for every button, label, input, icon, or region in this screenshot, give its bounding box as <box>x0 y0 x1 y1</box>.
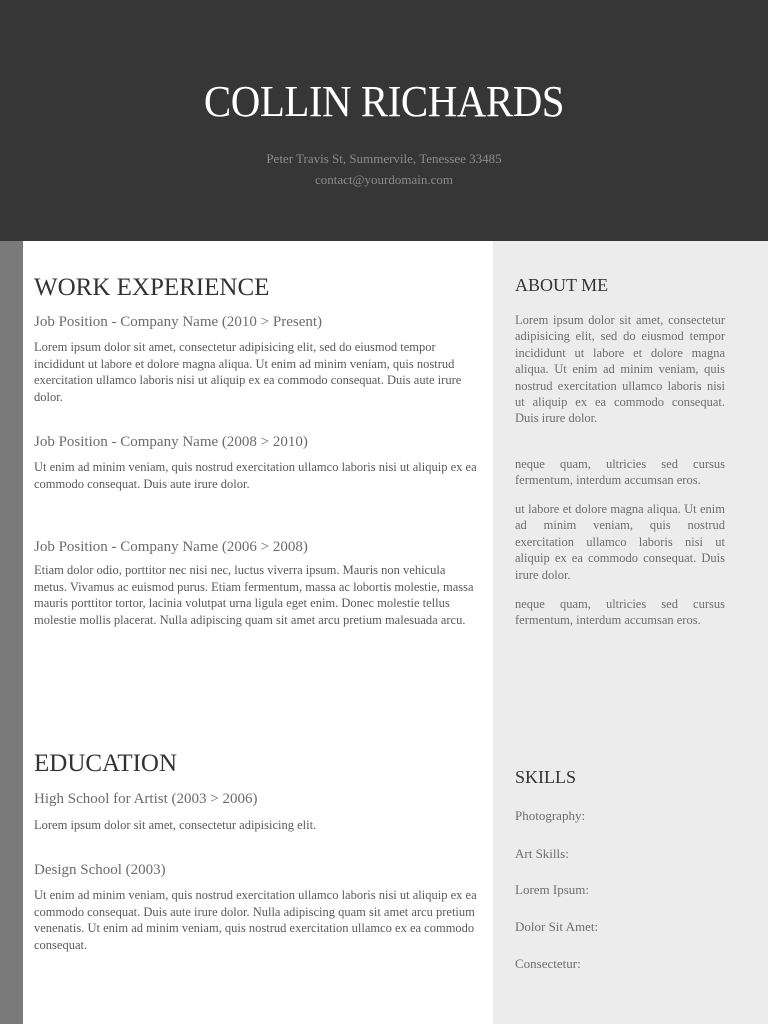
education-description: Ut enim ad minim veniam, quis nostrud exercitation ullamco laboris nisi ut aliquip ex ea commodo consequat. Duis aute irure dolor. Nulla adipiscing quam sit amet arcu pretium venenatis. Ut enim ad minim veniam, quis nostrud exercitation ullamco ex ea commodo consequat. <box>34 888 477 952</box>
job-title: Job Position - Company Name (2008 > 2010) <box>34 434 308 450</box>
skill-item: Photography: <box>515 808 586 823</box>
about-paragraph: ut labore et dolore magna aliqua. Ut enim ad minim veniam, quis nostrud exercitation ullamco laboris nisi ut aliquip ex ea commodo consequat. Duis irure dolor. <box>515 502 725 582</box>
education-description: Lorem ipsum dolor sit amet, consectetur adipisicing elit. <box>34 818 317 832</box>
resume-header <box>0 0 768 241</box>
skills-heading: SKILLS <box>515 767 577 787</box>
skill-item: Dolor Sit Amet: <box>515 919 599 934</box>
email-line: contact@yourdomain.com <box>315 172 453 187</box>
left-accent-bar <box>0 241 23 1024</box>
candidate-name: COLLIN RICHARDS <box>203 77 565 126</box>
address-line: Peter Travis St, Summervile, Tenessee 33485 <box>266 151 502 166</box>
education-heading: EDUCATION <box>34 750 178 777</box>
skill-item: Art Skills: <box>515 846 569 861</box>
education-title: Design School (2003) <box>34 862 166 878</box>
about-me-heading: ABOUT ME <box>515 275 609 295</box>
job-description: Etiam dolor odio, porttitor nec nisi nec, luctus viverra ipsum. Mauris non vehicula metus. Vivamus ac euismod purus. Etiam fermentum, massa ac lobortis molestie, massa mauris porttitor tortor, lacinia volutpat urna ligula eget enim. Donec molestie tellus molestie mollis placerat. Nulla adipiscing quam sit amet arcu pretium malesuada arcu. <box>34 563 474 627</box>
about-paragraph: neque quam, ultricies sed cursus fermentum, interdum accumsan eros. <box>515 597 725 628</box>
job-description: Ut enim ad minim veniam, quis nostrud exercitation ullamco laboris nisi ut aliquip ex ea commodo consequat. Duis aute irure dolor. <box>34 460 477 491</box>
skill-item: Consectetur: <box>515 956 581 971</box>
about-paragraph: neque quam, ultricies sed cursus fermentum, interdum accumsan eros. <box>515 457 725 488</box>
about-paragraph: Lorem ipsum dolor sit amet, consectetur adipisicing elit, sed do eiusmod tempor incididunt ut labore et dolore magna aliqua. Ut enim ad minim veniam, quis nostrud exercitation ullamco laboris nisi ut aliquip ex ea commodo consequat. Duis irure dolor. <box>515 313 725 426</box>
job-title: Job Position - Company Name (2010 > Present) <box>34 314 323 330</box>
job-title: Job Position - Company Name (2006 > 2008) <box>34 539 308 555</box>
work-experience-heading: WORK EXPERIENCE <box>34 274 270 301</box>
skill-item: Lorem Ipsum: <box>515 882 590 897</box>
education-title: High School for Artist (2003 > 2006) <box>34 791 258 807</box>
job-description: Lorem ipsum dolor sit amet, consectetur adipisicing elit, sed do eiusmod tempor incididunt ut labore et dolore magna aliqua. Ut enim ad minim veniam, quis nostrud exercitation ullamco laboris nisi ut aliquip ex ea commodo consequat. Duis aute irure dolor. <box>34 340 462 404</box>
